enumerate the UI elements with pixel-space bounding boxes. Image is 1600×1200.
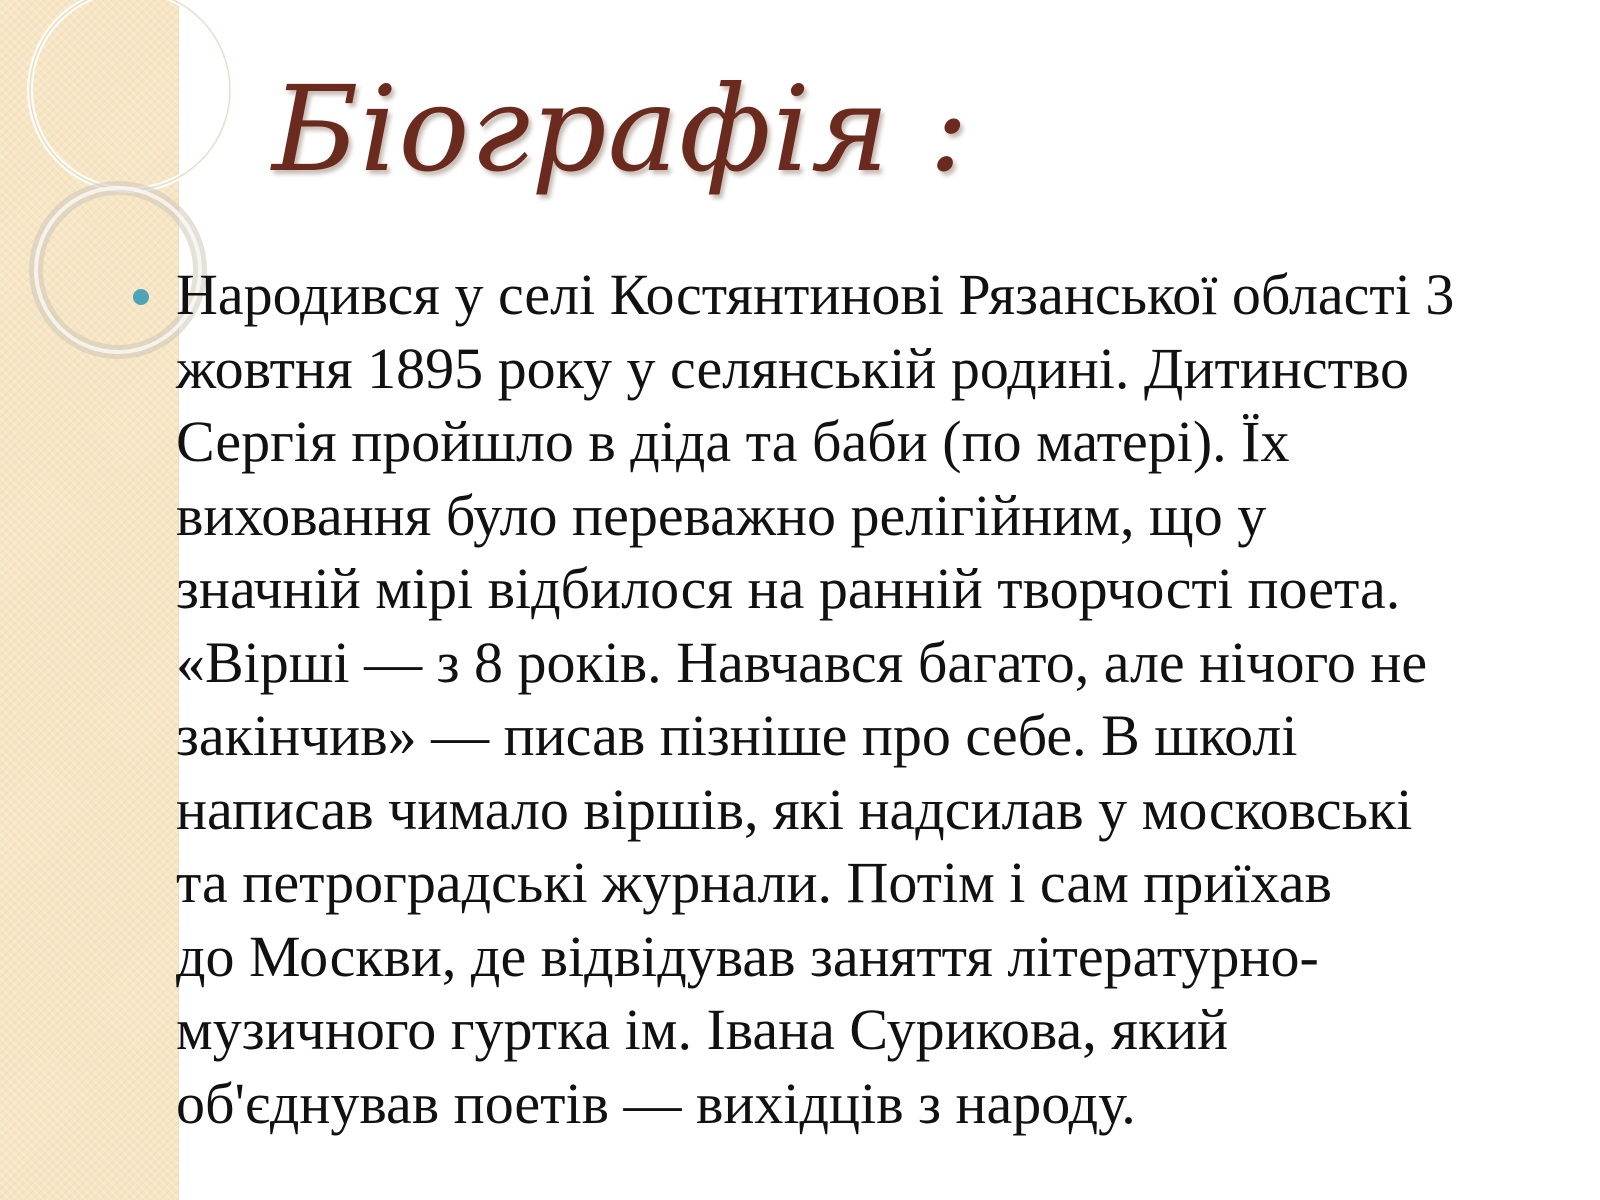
paragraph-line: музичного гуртка ім. Івана Сурикова, який (176, 997, 1229, 1062)
paragraph-line: Народився у селі Костянтинові Рязанської області 3 (176, 262, 1455, 327)
paragraph-line: закінчив» — писав пізніше про себе. В школі (176, 703, 1298, 768)
paragraph-line: значній мірі відбилося на ранній творчості поета. (176, 556, 1401, 621)
paragraph-line: та петроградські журнали. Потім і сам приїхав (176, 850, 1332, 915)
slide-title: Біографія : (272, 60, 970, 198)
paragraph-line: жовтня 1895 року у селянській родині. Дитинство (176, 335, 1410, 401)
paragraph-line: Сергія пройшло в діда та баби (по матері). Їх (176, 409, 1290, 474)
paragraph-line: виховання було переважно релігійним, що у (176, 482, 1267, 548)
paragraph-line: «Вірші — з 8 років. Навчався багато, але нічого не (176, 629, 1428, 695)
bullet-point-icon (133, 289, 149, 305)
paragraph-line: до Москви, де відвідував заняття літературно- (176, 923, 1319, 989)
biography-paragraph (176, 258, 1571, 1140)
paragraph-line: об'єднував поетів — вихідців з народу. (176, 1070, 1136, 1136)
paragraph-line: написав чимало віршів, які надсилав у московські (176, 776, 1413, 842)
